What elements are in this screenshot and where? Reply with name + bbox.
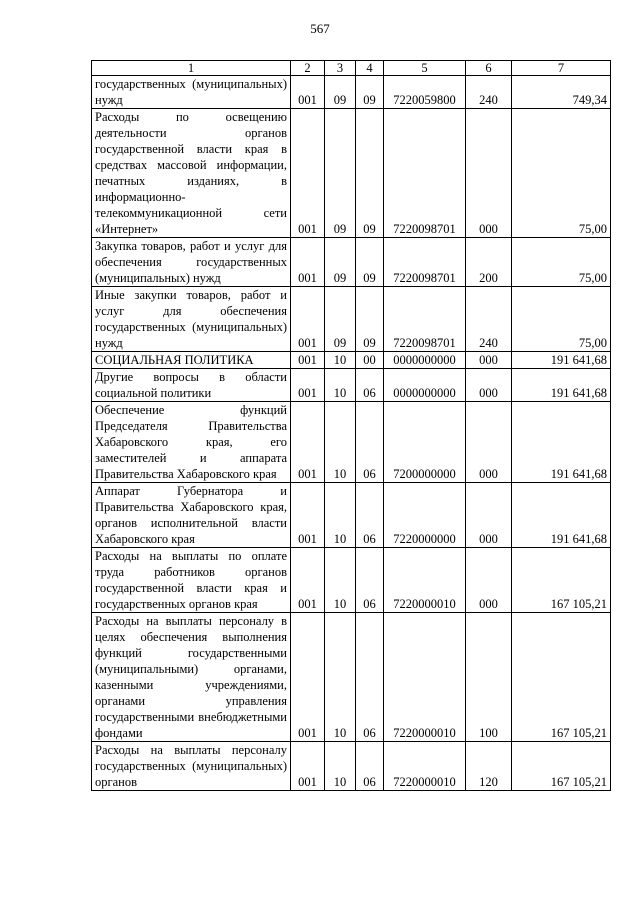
header-cell: 1 bbox=[92, 61, 291, 76]
row-name: Расходы на выплаты персоналу в целях обеспечения выполнения функций государственными (муниципальными) органами, казенными учреждениями, органами управления государственными внебюджетными фондами bbox=[92, 613, 291, 742]
admin-code: 001 bbox=[291, 238, 325, 287]
target-article-code: 7220000010 bbox=[384, 548, 466, 613]
amount: 191 641,68 bbox=[512, 369, 611, 402]
subsection-code: 09 bbox=[356, 287, 384, 352]
section-code: 09 bbox=[325, 109, 356, 238]
page-number: 567 bbox=[310, 21, 330, 36]
section-code: 10 bbox=[325, 483, 356, 548]
section-code: 10 bbox=[325, 369, 356, 402]
subsection-code: 06 bbox=[356, 402, 384, 483]
row-name: государственных (муниципальных) нужд bbox=[92, 76, 291, 109]
row-name: Расходы на выплаты по оплате труда работников органов государственной власти края и государственных органов края bbox=[92, 548, 291, 613]
section-code: 09 bbox=[325, 287, 356, 352]
subsection-code: 09 bbox=[356, 109, 384, 238]
expense-type-code: 000 bbox=[466, 548, 512, 613]
row-name: Другие вопросы в области социальной политики bbox=[92, 369, 291, 402]
expense-type-code: 120 bbox=[466, 742, 512, 791]
expense-type-code: 000 bbox=[466, 402, 512, 483]
section-code: 09 bbox=[325, 76, 356, 109]
admin-code: 001 bbox=[291, 369, 325, 402]
admin-code: 001 bbox=[291, 613, 325, 742]
table-row bbox=[92, 287, 611, 352]
target-article-code: 7220059800 bbox=[384, 76, 466, 109]
target-article-code: 0000000000 bbox=[384, 369, 466, 402]
admin-code: 001 bbox=[291, 402, 325, 483]
section-code: 09 bbox=[325, 238, 356, 287]
section-code: 10 bbox=[325, 548, 356, 613]
amount: 75,00 bbox=[512, 238, 611, 287]
target-article-code: 7220098701 bbox=[384, 287, 466, 352]
amount: 749,34 bbox=[512, 76, 611, 109]
table-row bbox=[92, 369, 611, 402]
target-article-code: 0000000000 bbox=[384, 352, 466, 369]
table-row bbox=[92, 548, 611, 613]
expense-type-code: 240 bbox=[466, 76, 512, 109]
amount: 75,00 bbox=[512, 109, 611, 238]
target-article-code: 7220000010 bbox=[384, 742, 466, 791]
amount: 191 641,68 bbox=[512, 402, 611, 483]
subsection-code: 06 bbox=[356, 548, 384, 613]
amount: 167 105,21 bbox=[512, 613, 611, 742]
section-code: 10 bbox=[325, 402, 356, 483]
admin-code: 001 bbox=[291, 483, 325, 548]
expense-type-code: 000 bbox=[466, 483, 512, 548]
row-name: Иные закупки товаров, работ и услуг для обеспечения государственных (муниципальных) нужд bbox=[92, 287, 291, 352]
expense-type-code: 000 bbox=[466, 352, 512, 369]
section-code: 10 bbox=[325, 742, 356, 791]
table-row bbox=[92, 109, 611, 238]
expense-type-code: 240 bbox=[466, 287, 512, 352]
expense-type-code: 100 bbox=[466, 613, 512, 742]
target-article-code: 7220098701 bbox=[384, 109, 466, 238]
header-cell: 7 bbox=[512, 61, 611, 76]
amount: 75,00 bbox=[512, 287, 611, 352]
table-row bbox=[92, 76, 611, 109]
row-name: СОЦИАЛЬНАЯ ПОЛИТИКА bbox=[92, 352, 291, 369]
admin-code: 001 bbox=[291, 287, 325, 352]
subsection-code: 00 bbox=[356, 352, 384, 369]
admin-code: 001 bbox=[291, 76, 325, 109]
row-name: Закупка товаров, работ и услуг для обеспечения государственных (муниципальных) нужд bbox=[92, 238, 291, 287]
row-name: Аппарат Губернатора и Правительства Хабаровского края, органов исполнительной власти Хабаровского края bbox=[92, 483, 291, 548]
target-article-code: 7220000010 bbox=[384, 613, 466, 742]
expense-type-code: 000 bbox=[466, 369, 512, 402]
subsection-code: 06 bbox=[356, 483, 384, 548]
subsection-code: 06 bbox=[356, 613, 384, 742]
expense-type-code: 000 bbox=[466, 109, 512, 238]
table-row bbox=[92, 742, 611, 791]
header-cell: 4 bbox=[356, 61, 384, 76]
row-name: Расходы по освещению деятельности органов государственной власти края в средствах массовой информации, печатных изданиях, в информационно-телекоммуникационной сети «Интернет» bbox=[92, 109, 291, 238]
admin-code: 001 bbox=[291, 548, 325, 613]
table-row bbox=[92, 613, 611, 742]
expense-type-code: 200 bbox=[466, 238, 512, 287]
amount: 191 641,68 bbox=[512, 352, 611, 369]
admin-code: 001 bbox=[291, 742, 325, 791]
table-row bbox=[92, 402, 611, 483]
subsection-code: 09 bbox=[356, 76, 384, 109]
table-row bbox=[92, 483, 611, 548]
section-code: 10 bbox=[325, 352, 356, 369]
subsection-code: 06 bbox=[356, 742, 384, 791]
target-article-code: 7220000000 bbox=[384, 483, 466, 548]
subsection-code: 06 bbox=[356, 369, 384, 402]
header-cell: 3 bbox=[325, 61, 356, 76]
table-header-row bbox=[92, 61, 611, 76]
row-name: Расходы на выплаты персоналу государственных (муниципальных) органов bbox=[92, 742, 291, 791]
admin-code: 001 bbox=[291, 109, 325, 238]
budget-table bbox=[91, 60, 611, 791]
amount: 167 105,21 bbox=[512, 548, 611, 613]
subsection-code: 09 bbox=[356, 238, 384, 287]
admin-code: 001 bbox=[291, 352, 325, 369]
amount: 167 105,21 bbox=[512, 742, 611, 791]
header-cell: 2 bbox=[291, 61, 325, 76]
target-article-code: 7220098701 bbox=[384, 238, 466, 287]
table-row bbox=[92, 238, 611, 287]
amount: 191 641,68 bbox=[512, 483, 611, 548]
header-cell: 6 bbox=[466, 61, 512, 76]
target-article-code: 7200000000 bbox=[384, 402, 466, 483]
table-row bbox=[92, 352, 611, 369]
section-code: 10 bbox=[325, 613, 356, 742]
row-name: Обеспечение функций Председателя Правительства Хабаровского края, его заместителей и аппарата Правительства Хабаровского края bbox=[92, 402, 291, 483]
header-cell: 5 bbox=[384, 61, 466, 76]
